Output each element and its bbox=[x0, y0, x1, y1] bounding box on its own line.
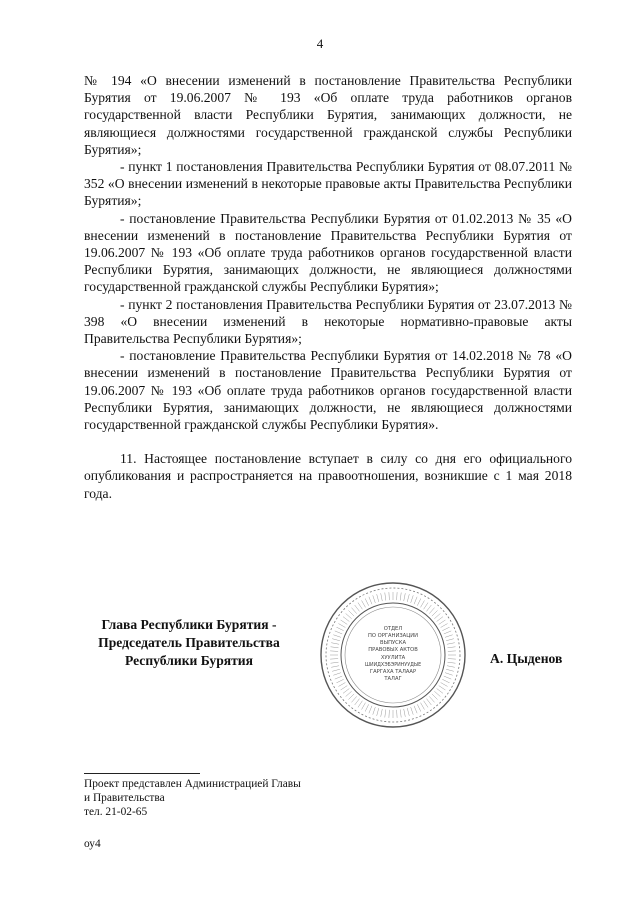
seal-ring-mark bbox=[421, 600, 425, 607]
seal-ring-mark bbox=[417, 704, 421, 711]
seal-text: ХУУЛИТА bbox=[380, 655, 406, 661]
seal-ring-mark bbox=[332, 669, 340, 671]
document-ref: оу4 bbox=[84, 838, 101, 850]
seal-ring-mark bbox=[332, 639, 340, 641]
seal-ring-mark bbox=[335, 631, 342, 634]
seal-ring-mark bbox=[373, 595, 376, 603]
seal-ring-mark bbox=[348, 694, 354, 700]
signatory-name: А. Цыденов bbox=[490, 651, 563, 666]
seal-ring-mark bbox=[338, 683, 345, 687]
seal-ring-mark bbox=[362, 703, 366, 710]
seal-ring-mark bbox=[358, 701, 362, 708]
seal-ring-mark bbox=[426, 605, 431, 611]
seal-ring-mark bbox=[381, 593, 383, 601]
official-seal bbox=[318, 580, 468, 730]
seal-ring-mark bbox=[346, 613, 352, 618]
seal-ring-mark bbox=[414, 597, 417, 604]
seal-ring-mark bbox=[445, 673, 453, 676]
seal-ring-mark bbox=[389, 592, 390, 600]
seal-text: ОТДЕЛ bbox=[383, 626, 403, 632]
seal-ring-mark bbox=[442, 627, 449, 631]
seal-ring-mark bbox=[338, 624, 345, 628]
seal-ring-mark bbox=[411, 595, 414, 603]
seal-ring-mark bbox=[417, 598, 421, 605]
paragraph-continuation: № 194 «О внесении изменений в постановление Правительства Республики Бурятия от 19.06.2007 № 193 «Об оплате труда работников органов государственной власти Республики Бурятия, занимающих должности, не являющиеся должностями государственной гражданской службы Республики Бурятия»; bbox=[84, 73, 572, 157]
footer-line: и Правительства bbox=[84, 792, 165, 804]
seal-ring-mark bbox=[341, 620, 348, 624]
seal-ring-mark bbox=[404, 709, 406, 717]
seal-ring-mark bbox=[331, 662, 339, 663]
seal-ring-mark bbox=[448, 647, 456, 648]
seal-ring-mark bbox=[446, 669, 454, 671]
seal-ring-mark bbox=[331, 666, 339, 668]
seal-ring-mark bbox=[432, 694, 438, 700]
seal-ring-mark bbox=[442, 679, 449, 683]
seal-ring-mark bbox=[343, 688, 349, 693]
list-item: - постановление Правительства Республики Бурятия от 01.02.2013 № 35 «О внесении изменений в постановление Правительства Республики Бурятия от 19.06.2007 № 193 «Об оплате труда работников органов государственной власти Республики Бурятия, занимающих должности, не являющиеся должностями государственной гражданской службы Республики Бурятия»; bbox=[84, 210, 572, 295]
seal-text: ГАРГАХА ТАЛААР bbox=[369, 669, 417, 675]
seal-ring-mark bbox=[365, 704, 369, 711]
footer-line: Проект представлен Администрацией Главы bbox=[84, 778, 301, 790]
seal-ring-mark bbox=[343, 617, 349, 622]
seal-ring-mark bbox=[437, 688, 443, 693]
seal-ring-mark bbox=[441, 683, 448, 687]
seal-ring-mark bbox=[434, 613, 440, 618]
seal-ring-mark bbox=[365, 598, 369, 605]
seal-ring-mark bbox=[404, 593, 406, 601]
seal-ring-mark bbox=[351, 608, 356, 614]
seal-ring-mark bbox=[441, 624, 448, 628]
seal-ring-mark bbox=[439, 686, 446, 690]
seal-ring-mark bbox=[335, 676, 342, 679]
page-number: 4 bbox=[316, 36, 324, 51]
seal-ring-mark bbox=[397, 592, 398, 600]
seal-ring-mark bbox=[381, 709, 383, 717]
seal-ring-mark bbox=[407, 594, 409, 602]
seal-ring-mark bbox=[411, 707, 414, 715]
seal-ring-mark bbox=[447, 643, 455, 645]
seal-ring-mark bbox=[331, 643, 339, 645]
seal-ring-mark bbox=[444, 676, 451, 679]
seal-ring-mark bbox=[385, 710, 386, 718]
seal-text: ВЫПУСКА bbox=[379, 640, 407, 646]
seal-ring-mark bbox=[389, 710, 390, 718]
seal-ring-mark bbox=[355, 699, 360, 705]
footer-divider bbox=[84, 773, 200, 774]
document-body bbox=[84, 72, 572, 502]
seal-ring-mark bbox=[429, 608, 434, 614]
seal-ring-mark bbox=[358, 603, 362, 610]
seal-ring-mark bbox=[330, 659, 338, 660]
seal-ring-mark bbox=[341, 686, 348, 690]
seal-ring-mark bbox=[448, 651, 456, 652]
seal-ring-mark bbox=[336, 627, 343, 631]
signatory-title-line: Глава Республики Бурятия - bbox=[101, 617, 277, 632]
seal-ring-mark bbox=[369, 706, 372, 713]
seal-ring-mark bbox=[448, 662, 456, 663]
seal-ring-mark bbox=[432, 610, 438, 616]
footer-note bbox=[84, 777, 301, 819]
seal-ring-mark bbox=[446, 639, 454, 641]
seal-ring-mark bbox=[351, 696, 356, 702]
seal-ring-mark bbox=[362, 600, 366, 607]
footer-line: тел. 21-02-65 bbox=[84, 806, 148, 818]
seal-ring-mark bbox=[369, 597, 372, 604]
seal-text: ШИИДХЭБЭРИНУУДЫЕ bbox=[364, 663, 422, 668]
seal-ring-mark bbox=[331, 647, 339, 648]
seal-text: ТАЛАГ bbox=[384, 676, 402, 682]
seal-ring-mark bbox=[407, 708, 409, 716]
seal-ring-mark bbox=[444, 631, 451, 634]
list-item: - пункт 2 постановления Правительства Республики Бурятия от 23.07.2013 № 398 «О внесении изменений в некоторые нормативно-правовые акты Правительства Республики Бурятия»; bbox=[84, 296, 572, 347]
seal-ring-mark bbox=[426, 699, 431, 705]
seal-text: ПРАВОВЫХ АКТОВ bbox=[368, 647, 418, 653]
seal-ring-mark bbox=[377, 708, 379, 716]
seal-ring-mark bbox=[377, 594, 379, 602]
seal-ring-mark bbox=[447, 666, 455, 668]
seal-ring-mark bbox=[355, 605, 360, 611]
list-item: - пункт 1 постановления Правительства Республики Бурятия от 08.07.2011 № 352 «О внесении изменений в некоторые правовые акты Правительства Республики Бурятия»; bbox=[84, 159, 572, 209]
seal-ring-mark bbox=[434, 691, 440, 696]
seal-ring-mark bbox=[445, 635, 453, 638]
seal-ring-mark bbox=[330, 651, 338, 652]
seal-ring-mark bbox=[421, 703, 425, 710]
seal-ring-mark bbox=[400, 593, 401, 601]
seal-ring-mark bbox=[348, 610, 354, 616]
seal-ring-mark bbox=[424, 603, 428, 610]
seal-ring-mark bbox=[429, 696, 434, 702]
signatory-title-line: Председатель Правительства bbox=[98, 635, 280, 650]
seal-ring-mark bbox=[333, 673, 341, 676]
seal-ring-mark bbox=[439, 620, 446, 624]
list-item: - постановление Правительства Республики Бурятия от 14.02.2018 № 78 «О внесении изменений в постановление Правительства Республики Бурятия от 19.06.2007 № 193 «Об оплате труда работников органов государственной власти Республики Бурятия, занимающих должности, не являющиеся должностями государственной гражданской службы Республики Бурятия». bbox=[84, 348, 572, 433]
signatory-title-line: Республики Бурятия bbox=[124, 653, 253, 668]
seal-ring-mark bbox=[385, 593, 386, 601]
seal-ring-mark bbox=[346, 691, 352, 696]
seal-ring-mark bbox=[448, 659, 456, 660]
seal-ring-mark bbox=[373, 707, 376, 715]
seal-ring-mark bbox=[336, 679, 343, 683]
seal-ring-mark bbox=[397, 710, 398, 718]
seal-ring-mark bbox=[424, 701, 428, 708]
seal-ring-mark bbox=[333, 635, 341, 638]
seal-ring-mark bbox=[414, 706, 417, 713]
seal-ring-mark bbox=[437, 617, 443, 622]
paragraph-effective-date: 11. Настоящее постановление вступает в силу со дня его официального опубликования и распространяется на правоотношения, возникшие с 1 мая 2018 года. bbox=[84, 451, 572, 501]
signatory-title bbox=[76, 616, 302, 670]
seal-ring-mark bbox=[400, 710, 401, 718]
seal-text: ПО ОРГАНИЗАЦИИ bbox=[367, 633, 419, 639]
